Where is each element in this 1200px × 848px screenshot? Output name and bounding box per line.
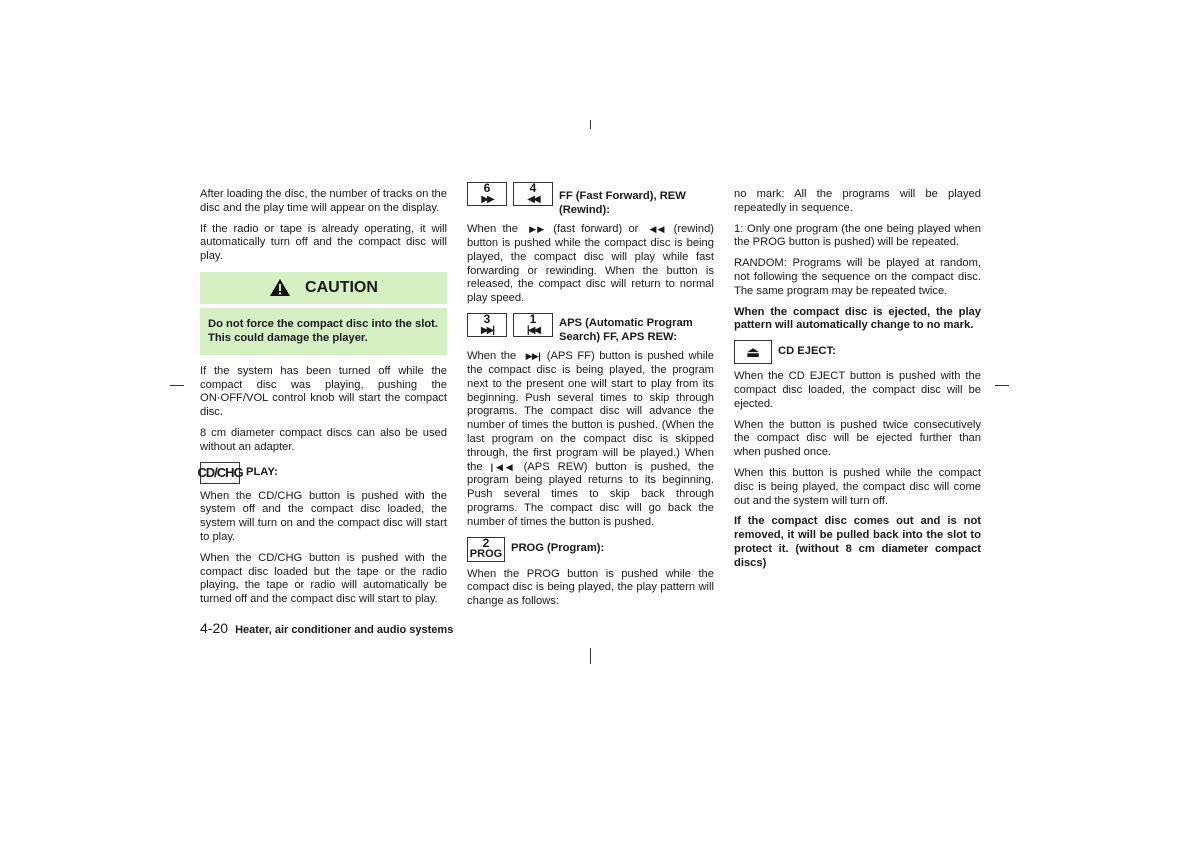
text-fragment: (APS FF) button is pushed while the compact disc is being played, the program next to the present one will start to play from its beginning. Push several times to skip through programs. The compact disc will advance the number of times the button is pushed. (When the last program on the compact disc is skipped through, the first program will be played.) When the [467,350,714,473]
button-number: 6 [483,181,491,195]
paragraph: no mark: All the programs will be played repeatedly in sequence. [734,188,981,214]
paragraph: When the CD/CHG button is pushed with the compact disc loaded but the tape or the radio playing, the tape or radio will automatically be turned off and the compact disc will start to play. [200,551,447,606]
text-fragment: When the [467,350,517,363]
ff-rew-section-heading [467,182,714,217]
skip-back-icon: |◀◀ [526,324,540,336]
crop-mark-bottom [590,648,591,664]
ff-rew-heading: FF (Fast Forward), REW (Rewind): [559,190,686,216]
prog-label: PROG [469,548,503,561]
text-fragment: (APS REW) button is pushed, the program being played returns to its beginning. Push several times to skip back through programs. The compact disc will go back the number of times the button is pushed. [467,460,714,528]
text-fragment: When the [467,223,519,236]
aps-ff-button-icon [467,313,507,337]
paragraph: RANDOM: Programs will be played at random, not following the sequence on the compact disc. The same program may be repeated twice. [734,257,981,297]
eject-heading: CD EJECT: [778,345,836,358]
skip-back-icon: |◀◀ [490,461,516,472]
paragraph: When the button is pushed twice consecutively the compact disc will be ejected further than when pushed once. [734,418,981,459]
warning-icon [269,278,291,297]
column-right [734,188,981,578]
page-number: 4-20 [200,620,229,636]
button-number: 4 [529,181,537,195]
caution-header [200,272,447,308]
aps-heading: APS (Automatic Program Search) FF, APS REW: [559,316,693,343]
button-number: 3 [483,311,491,326]
play-heading: PLAY: [246,465,278,478]
play-section-heading [197,462,447,484]
paragraph-bold: When the compact disc is ejected, the play pattern will automatically change to no mark. [734,305,981,332]
eject-icon: ⏏ [745,343,761,361]
aps-rew-button-icon [513,313,553,337]
text-fragment: (rewind) button is pushed while the compact disc is being played, the compact disc will play while fast forwarding or rewinding. When the button is released, the compact disc will return to normal play speed. [467,223,715,305]
column-middle [467,182,714,616]
chapter-title: Heater, air conditioner and audio systems [235,624,454,636]
paragraph-bold: If the compact disc comes out and is not removed, it will be pulled back into the slot to protect it. (without 8 cm diameter compact discs) [734,515,981,569]
page-footer [200,620,453,636]
paragraph: 8 cm diameter compact discs can also be used without an adapter. [200,426,447,453]
caution-box [200,272,447,355]
fast-forward-icon: ▶▶ [526,224,546,235]
text-fragment: (fast forward) or [553,223,639,236]
skip-forward-icon: ▶▶| [524,351,539,362]
caution-text: Do not force the compact disc into the slot. This could damage the player. [208,317,438,345]
paragraph: If the system has been turned off while the compact disc was playing, pushing the ON·OFF/VOL control knob will start the compact disc. [200,364,447,419]
rew-button-icon [513,182,553,206]
button-number: 2 [482,536,490,551]
paragraph: When this button is pushed while the compact disc is being played, the compact disc will come out and the system will turn off. [734,466,981,507]
ff-button-icon [467,182,507,206]
button-number: 1 [529,311,537,326]
paragraph [467,223,714,306]
paragraph: After loading the disc, the number of tracks on the disc and the play time will appear on the display. [200,188,447,214]
paragraph: When the PROG button is pushed while the compact disc is being played, the play pattern will change as follows: [467,567,714,608]
eject-button-icon [734,340,772,364]
prog-button-icon [467,537,505,562]
rewind-icon: ◀◀ [527,194,539,205]
crop-mark-top [590,120,591,129]
column-left [197,188,447,614]
skip-forward-icon: ▶▶| [480,324,494,336]
rewind-icon: ◀◀ [646,224,666,235]
crop-mark-right [995,385,1009,386]
paragraph [467,350,714,529]
paragraph: When the CD EJECT button is pushed with the compact disc loaded, the compact disc will be ejected. [734,370,981,410]
prog-section-heading [467,537,714,562]
aps-section-heading [467,313,714,344]
crop-mark-left [170,385,184,386]
prog-heading: PROG (Program): [511,541,605,554]
paragraph: If the radio or tape is already operating, it will automatically turn off and the compact disc will play. [200,222,447,263]
eject-section-heading [734,340,981,364]
paragraph: When the CD/CHG button is pushed with the system off and the compact disc loaded, the system will turn on and the compact disc will start to play. [200,489,447,543]
fast-forward-icon: ▶▶ [481,194,493,205]
cd-chg-button-icon: CD/CHG [200,462,240,484]
caution-title: CAUTION [305,279,378,297]
paragraph: 1: Only one program (the one being played when the PROG button is pushed) will be repeated. [734,222,981,249]
